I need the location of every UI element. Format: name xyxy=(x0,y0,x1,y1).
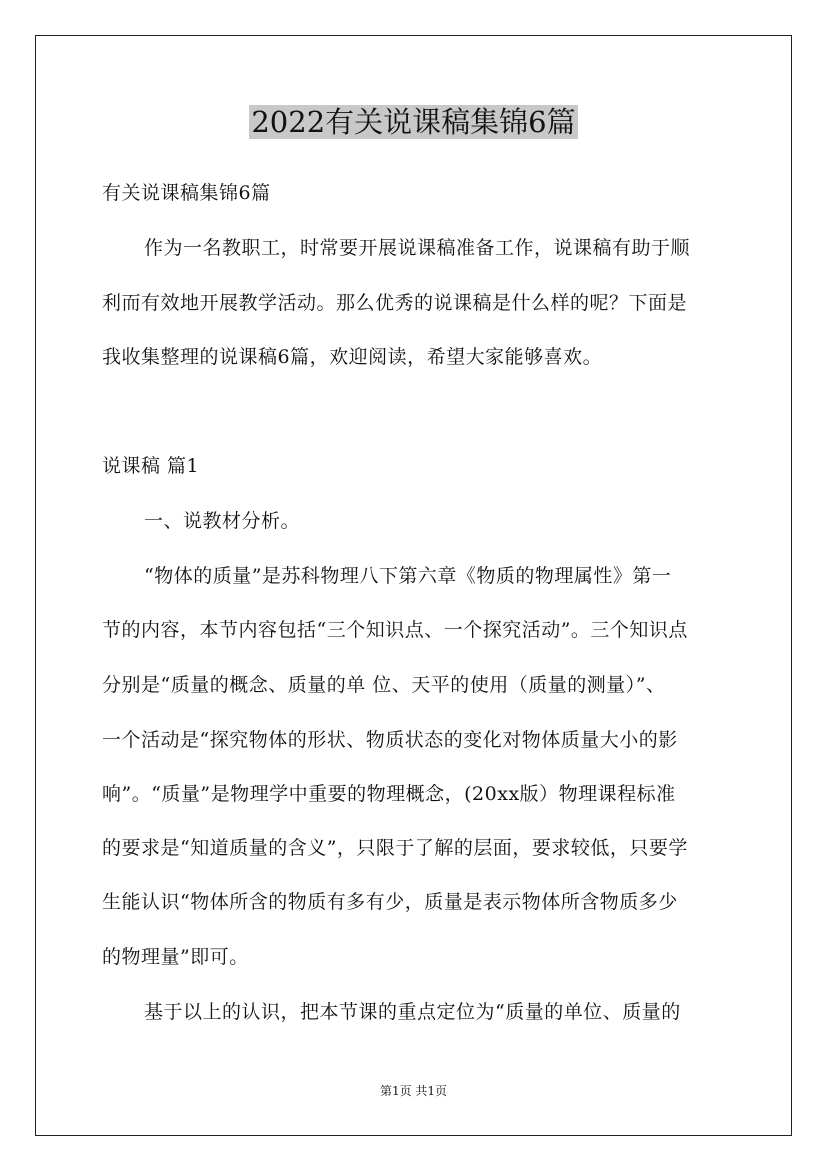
section-heading: 说课稿 篇1 xyxy=(102,455,200,477)
section-subheading: 一、说教材分析。 xyxy=(144,510,301,532)
body-line-2: 节的内容，本节内容包括“三个知识点、一个探究活动”。三个知识点 xyxy=(102,619,688,641)
page-footer: 第1页 共1页 xyxy=(379,1084,448,1098)
document-subtitle: 有关说课稿集锦6篇 xyxy=(102,182,271,204)
document-title xyxy=(0,102,827,142)
intro-line-1: 作为一名教职工，时常要开展说课稿准备工作，说课稿有助于顺 xyxy=(144,237,691,259)
body-line-5: 响”。“质量”是物理学中重要的物理概念，(20xx版）物理课程标准 xyxy=(102,783,676,805)
body-line-7: 生能认识“物体所含的物质有多有少，质量是表示物体所含物质多少 xyxy=(102,891,678,913)
intro-line-2: 利而有效地开展教学活动。那么优秀的说课稿是什么样的呢？下面是 xyxy=(102,292,688,314)
body-line-4: 一个活动是“探究物体的形状、物质状态的变化对物体质量大小的影 xyxy=(102,729,678,751)
body-last-line: 基于以上的认识，把本节课的重点定位为“质量的单位、质量的 xyxy=(144,1001,681,1023)
body-line-8: 的物理量”即可。 xyxy=(102,946,249,968)
intro-line-3: 我收集整理的说课稿6篇，欢迎阅读，希望大家能够喜欢。 xyxy=(102,346,603,368)
body-line-1: “物体的质量”是苏科物理八下第六章《物质的物理属性》第一 xyxy=(144,565,672,587)
body-line-3: 分别是“质量的概念、质量的单 位、天平的使用（质量的测量）”、 xyxy=(102,674,666,696)
body-line-6: 的要求是“知道质量的含义”，只限于了解的层面，要求较低，只要学 xyxy=(102,837,688,859)
document-title-text: 2022有关说课稿集锦6篇 xyxy=(251,105,576,139)
